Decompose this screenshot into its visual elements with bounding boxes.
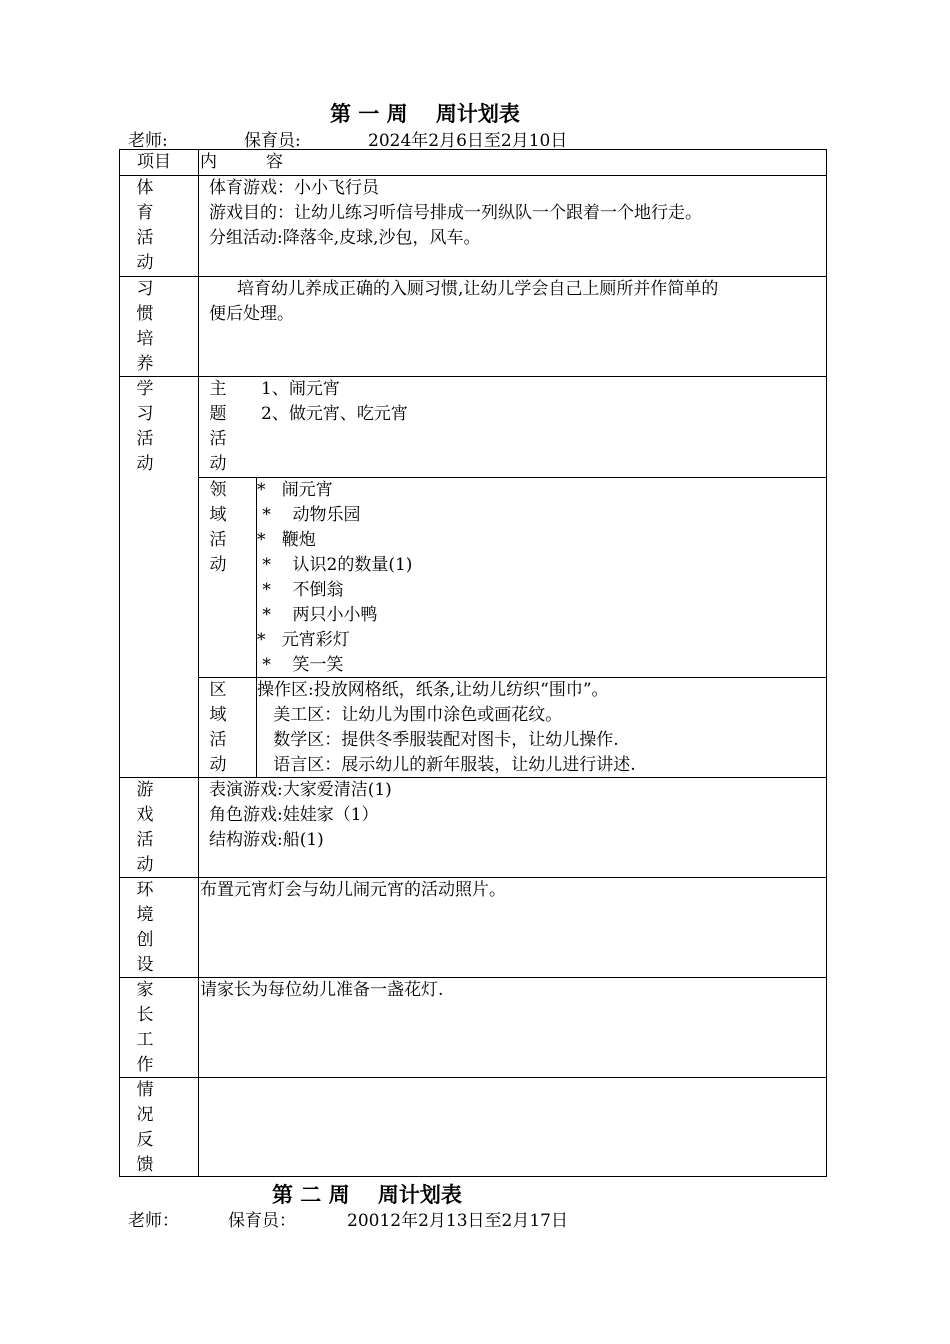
- header-content-a: 内: [200, 152, 217, 172]
- week1-title: 第 一 周 周计划表: [330, 101, 520, 126]
- week2-teacher-label: 老师：: [128, 1211, 179, 1231]
- domain-content: * 闹元宵 * 动物乐园 * 鞭炮 * 认识2的数量(1) * 不倒翁 * 两只小小鸭 * 元宵彩灯 * 笑一笑: [257, 480, 413, 675]
- sub-label-domain: 领 域 活 动: [209, 480, 227, 575]
- row-label-game: 游 戏 活 动: [136, 780, 154, 875]
- row-label-parent: 家 长 工 作: [136, 980, 154, 1075]
- theme-content: 1、闹元宵 2、做元宵、吃元宵: [261, 379, 408, 424]
- sub-label-theme: 主 题 活 动: [209, 379, 227, 474]
- row-label-env: 环 境 创 设: [136, 880, 154, 975]
- parent-content: 请家长为每位幼儿准备一盏花灯.: [200, 980, 444, 1000]
- area-content: 操作区:投放网格纸，纸条,让幼儿纺织“围巾”。 美工区：让幼儿为围巾涂色或画花纹。 数学区：提供冬季服装配对图卡，让幼儿操作. 语言区：展示幼儿的新年服装，让幼儿进行讲述.: [257, 680, 636, 775]
- game-content: 表演游戏:大家爱清洁(1) 角色游戏:娃娃家（1） 结构游戏:船(1): [209, 780, 392, 850]
- feedback-content: [200, 1078, 820, 1173]
- pe-content: 体育游戏：小小飞行员 游戏目的：让幼儿练习听信号排成一列纵队一个跟着一个地行走。 分组活动:降落伞,皮球,沙包，风车。: [209, 178, 702, 248]
- row-label-learning: 学 习 活 动: [136, 379, 154, 474]
- sub-label-area: 区 域 活 动: [209, 680, 227, 775]
- week1-plan-table: [119, 149, 827, 1177]
- row-label-feedback: 情 况 反 馈: [136, 1080, 154, 1175]
- env-content: 布置元宵灯会与幼儿闹元宵的活动照片。: [200, 880, 506, 900]
- week1-teacher-label: 老师:: [128, 131, 168, 151]
- week2-date-range: 20012年2月13日至2月17日: [347, 1211, 568, 1231]
- row-label-habit: 习 惯 培 养: [136, 279, 154, 374]
- habit-content: 培育幼儿养成正确的入厕习惯,让幼儿学会自己上厕所并作简单的 便后处理。: [209, 279, 719, 324]
- week1-caregiver-label: 保育员:: [244, 131, 301, 151]
- week2-caregiver-label: 保育员：: [228, 1211, 296, 1231]
- header-content-b: 容: [266, 152, 283, 172]
- week2-title: 第 二 周 周计划表: [272, 1182, 462, 1207]
- row-label-pe: 体 育 活 动: [136, 178, 154, 273]
- week1-date-range: 2024年2月6日至2月10日: [368, 131, 568, 151]
- header-item: 项目: [137, 152, 171, 172]
